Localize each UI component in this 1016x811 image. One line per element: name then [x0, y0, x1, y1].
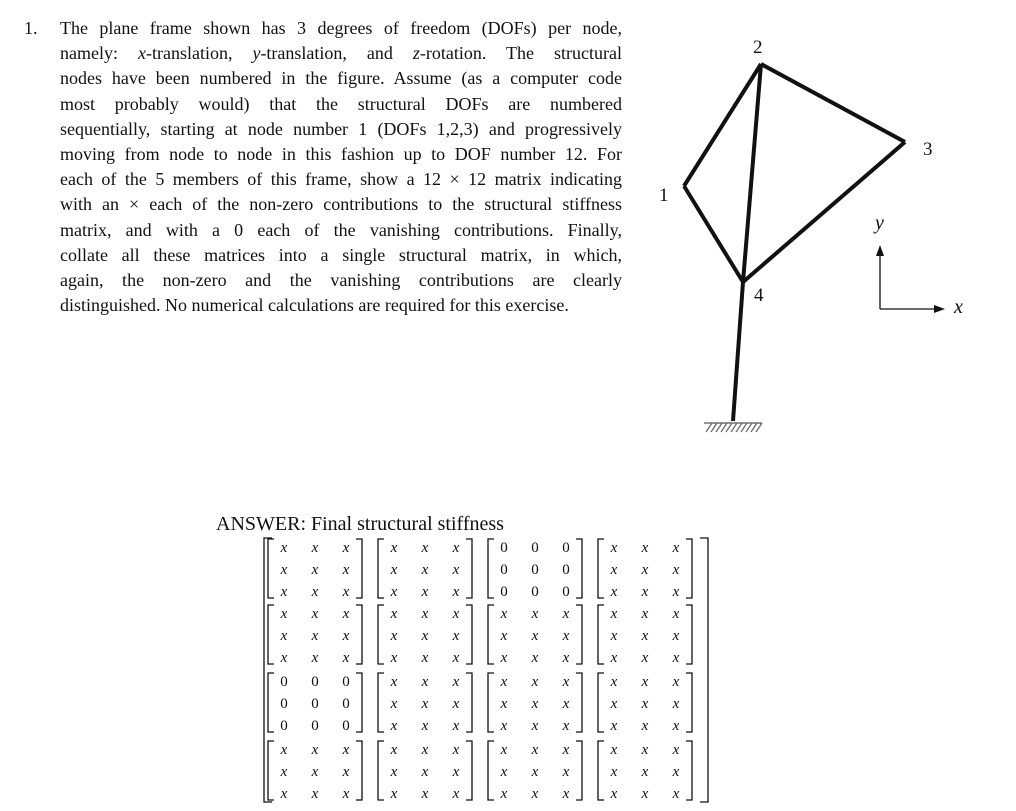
matrix-entry: x — [390, 650, 398, 666]
problem-line: most probably would) that the structural DOFs are numbered — [60, 93, 622, 114]
member-2-4 — [743, 64, 761, 282]
matrix-entry: x — [531, 650, 539, 666]
block-right-bracket — [356, 539, 362, 598]
node-label-3: 3 — [923, 139, 933, 160]
matrix-entry: x — [500, 742, 508, 758]
matrix-entry: x — [452, 718, 460, 734]
block-left-bracket — [378, 673, 384, 732]
block-left-bracket — [378, 605, 384, 664]
block-left-bracket — [378, 741, 384, 800]
outer-right-bracket — [700, 538, 708, 802]
block-left-bracket — [268, 673, 274, 732]
block-left-bracket — [268, 605, 274, 664]
block-right-bracket — [576, 741, 582, 800]
matrix-entry: x — [500, 786, 508, 802]
block-left-bracket — [488, 605, 494, 664]
matrix-entry: x — [562, 742, 570, 758]
matrix-entry: 0 — [500, 540, 508, 556]
block-right-bracket — [466, 673, 472, 732]
matrix-entry: x — [342, 764, 350, 780]
matrix-entry: x — [452, 628, 460, 644]
block-left-bracket — [598, 539, 604, 598]
x-axis-label: x — [954, 296, 963, 318]
matrix-entry: x — [641, 650, 649, 666]
problem-line: moving from node to node in this fashion up to DOF number 12. For — [60, 144, 622, 165]
problem-line: collate all these matrices into a single structural matrix, in which, — [60, 244, 622, 265]
matrix-entry: x — [280, 742, 288, 758]
member-1-2 — [684, 64, 761, 186]
block-right-bracket — [576, 539, 582, 598]
matrix-entry: 0 — [280, 674, 288, 690]
matrix-entry: x — [390, 562, 398, 578]
matrix-entry: 0 — [280, 718, 288, 734]
stiffness-matrix-diagram — [262, 536, 712, 804]
matrix-entry: x — [421, 650, 429, 666]
block-left-bracket — [268, 741, 274, 800]
matrix-entry: x — [672, 540, 680, 556]
frame-figure — [640, 20, 1016, 450]
matrix-entry: x — [452, 764, 460, 780]
matrix-entry: x — [641, 606, 649, 622]
matrix-entry: x — [280, 540, 288, 556]
matrix-entry: 0 — [562, 584, 570, 600]
matrix-entry: x — [672, 606, 680, 622]
matrix-entry: x — [280, 584, 288, 600]
matrix-entry: x — [531, 674, 539, 690]
matrix-entry: x — [390, 718, 398, 734]
node-label-2: 2 — [753, 37, 763, 58]
block-left-bracket — [598, 741, 604, 800]
matrix-entry: x — [280, 606, 288, 622]
block-right-bracket — [356, 673, 362, 732]
block-left-bracket — [488, 741, 494, 800]
matrix-entry: x — [280, 650, 288, 666]
matrix-entry: x — [421, 584, 429, 600]
matrix-entry: x — [610, 718, 618, 734]
matrix-entry: x — [452, 606, 460, 622]
matrix-entry: x — [311, 742, 319, 758]
matrix-entry: x — [641, 742, 649, 758]
matrix-entry: x — [311, 584, 319, 600]
problem-line: distinguished. No numerical calculations are required for this exercise. — [60, 295, 569, 316]
matrix-entry: x — [390, 786, 398, 802]
matrix-entry: x — [452, 674, 460, 690]
matrix-entry: x — [500, 696, 508, 712]
matrix-entry: 0 — [500, 562, 508, 578]
block-left-bracket — [598, 605, 604, 664]
stiffness-matrix — [262, 536, 712, 804]
matrix-entry: x — [421, 606, 429, 622]
matrix-entry: x — [311, 764, 319, 780]
matrix-entry: x — [641, 718, 649, 734]
matrix-entry: x — [311, 786, 319, 802]
problem-number: 1. — [24, 18, 38, 38]
matrix-entry: x — [531, 696, 539, 712]
problem-line: matrix, and with a 0 each of the vanishing contributions. Finally, — [60, 219, 622, 240]
matrix-entry: 0 — [342, 674, 350, 690]
matrix-entry: x — [562, 696, 570, 712]
matrix-entry: x — [421, 764, 429, 780]
block-left-bracket — [488, 539, 494, 598]
matrix-entry: x — [421, 786, 429, 802]
matrix-entry: x — [531, 786, 539, 802]
matrix-entry: x — [421, 696, 429, 712]
matrix-entry: x — [610, 584, 618, 600]
matrix-entry: x — [390, 628, 398, 644]
matrix-entry: x — [610, 628, 618, 644]
matrix-entry: x — [390, 742, 398, 758]
matrix-entry: x — [390, 764, 398, 780]
matrix-entry: x — [421, 628, 429, 644]
matrix-entry: x — [672, 562, 680, 578]
block-right-bracket — [466, 741, 472, 800]
matrix-entry: x — [562, 606, 570, 622]
matrix-entry: x — [342, 540, 350, 556]
matrix-entry: 0 — [342, 718, 350, 734]
matrix-entry: x — [452, 540, 460, 556]
matrix-entry: x — [562, 764, 570, 780]
matrix-entry: x — [610, 562, 618, 578]
matrix-entry: x — [390, 696, 398, 712]
problem-statement — [60, 16, 622, 318]
matrix-entry: 0 — [531, 540, 539, 556]
matrix-entry: x — [641, 628, 649, 644]
matrix-entry: 0 — [342, 696, 350, 712]
matrix-entry: 0 — [562, 540, 570, 556]
y-axis-label: y — [875, 212, 884, 234]
matrix-entry: x — [672, 650, 680, 666]
matrix-entry: x — [500, 628, 508, 644]
matrix-entry: x — [531, 764, 539, 780]
matrix-entry: x — [672, 742, 680, 758]
matrix-entry: x — [562, 650, 570, 666]
matrix-entry: x — [342, 562, 350, 578]
matrix-entry: x — [641, 764, 649, 780]
matrix-entry: x — [641, 584, 649, 600]
frame-diagram — [640, 20, 1016, 450]
matrix-entry: x — [641, 696, 649, 712]
problem-line: namely: x-translation, y-translation, and z-rotation. The structural — [60, 43, 622, 64]
matrix-entry: x — [421, 718, 429, 734]
matrix-entry: x — [311, 628, 319, 644]
matrix-entry: x — [452, 650, 460, 666]
matrix-entry: x — [641, 540, 649, 556]
block-left-bracket — [268, 539, 274, 598]
matrix-entry: x — [531, 628, 539, 644]
matrix-entry: x — [390, 606, 398, 622]
block-right-bracket — [576, 605, 582, 664]
matrix-entry: x — [610, 786, 618, 802]
matrix-entry: 0 — [500, 584, 508, 600]
fixed-support — [704, 423, 762, 432]
matrix-entry: x — [562, 628, 570, 644]
math-variable: x — [137, 43, 146, 64]
block-right-bracket — [686, 673, 692, 732]
matrix-entry: x — [672, 718, 680, 734]
matrix-entry: x — [500, 718, 508, 734]
matrix-entry: x — [421, 674, 429, 690]
matrix-entry: x — [672, 764, 680, 780]
block-left-bracket — [598, 673, 604, 732]
matrix-entry: x — [342, 584, 350, 600]
problem-line: The plane frame shown has 3 degrees of freedom (DOFs) per node, — [60, 18, 622, 38]
matrix-entry: x — [421, 540, 429, 556]
block-right-bracket — [686, 741, 692, 800]
matrix-entry: x — [342, 742, 350, 758]
math-variable: z — [412, 43, 420, 64]
matrix-entry: 0 — [280, 696, 288, 712]
matrix-entry: x — [452, 696, 460, 712]
matrix-entry: 0 — [531, 584, 539, 600]
matrix-entry: x — [421, 742, 429, 758]
member-4-support — [733, 282, 743, 421]
matrix-entry: x — [672, 628, 680, 644]
problem-line: again, the non-zero and the vanishing contributions are clearly — [60, 270, 622, 291]
matrix-entry: x — [390, 540, 398, 556]
matrix-entry: x — [280, 786, 288, 802]
matrix-entry: x — [452, 584, 460, 600]
matrix-entry: x — [280, 764, 288, 780]
block-left-bracket — [488, 673, 494, 732]
matrix-entry: x — [531, 742, 539, 758]
matrix-entry: x — [342, 628, 350, 644]
matrix-entry: x — [311, 650, 319, 666]
node-label-1: 1 — [659, 185, 669, 206]
matrix-entry: x — [610, 674, 618, 690]
matrix-entry: 0 — [311, 696, 319, 712]
problem-line: sequentially, starting at node number 1 (DOFs 1,2,3) and progressively — [60, 118, 622, 139]
matrix-entry: x — [500, 764, 508, 780]
block-right-bracket — [466, 539, 472, 598]
block-right-bracket — [466, 605, 472, 664]
matrix-entry: x — [342, 786, 350, 802]
member-2-3 — [761, 64, 905, 142]
block-right-bracket — [686, 539, 692, 598]
matrix-entry: 0 — [311, 674, 319, 690]
problem-line: with an × each of the non-zero contributions to the structural stiffness — [60, 194, 622, 215]
matrix-entry: x — [562, 786, 570, 802]
matrix-entry: x — [531, 606, 539, 622]
block-right-bracket — [576, 673, 582, 732]
matrix-entry: 0 — [562, 562, 570, 578]
matrix-entry: x — [562, 718, 570, 734]
matrix-entry: 0 — [531, 562, 539, 578]
axes-icon — [876, 245, 945, 313]
matrix-entry: x — [390, 674, 398, 690]
matrix-entry: x — [311, 540, 319, 556]
matrix-entry: x — [531, 718, 539, 734]
answer-title: ANSWER: Final structural stiffness — [216, 513, 504, 535]
math-variable: y — [252, 43, 261, 64]
node-label-4: 4 — [754, 285, 764, 306]
matrix-entry: x — [610, 650, 618, 666]
block-right-bracket — [356, 741, 362, 800]
matrix-entry: x — [672, 696, 680, 712]
matrix-entry: x — [610, 764, 618, 780]
matrix-entry: x — [452, 562, 460, 578]
matrix-entry: x — [610, 696, 618, 712]
matrix-entry: x — [672, 674, 680, 690]
matrix-entry: x — [562, 674, 570, 690]
member-1-4 — [684, 186, 743, 282]
matrix-entry: x — [452, 786, 460, 802]
problem-line: nodes have been numbered in the figure. Assume (as a computer code — [60, 68, 622, 89]
matrix-entry: x — [280, 628, 288, 644]
matrix-entry: x — [421, 562, 429, 578]
matrix-entry: x — [672, 584, 680, 600]
matrix-entry: x — [500, 606, 508, 622]
matrix-entry: x — [610, 742, 618, 758]
problem-line: each of the 5 members of this frame, show a 12 × 12 matrix indicating — [60, 169, 622, 190]
matrix-entry: x — [672, 786, 680, 802]
matrix-entry: x — [390, 584, 398, 600]
matrix-entry: x — [342, 650, 350, 666]
matrix-entry: x — [311, 562, 319, 578]
matrix-entry: x — [452, 742, 460, 758]
matrix-entry: 0 — [311, 718, 319, 734]
block-right-bracket — [356, 605, 362, 664]
matrix-entry: x — [500, 650, 508, 666]
matrix-entry: x — [500, 674, 508, 690]
matrix-entry: x — [610, 606, 618, 622]
matrix-entry: x — [641, 674, 649, 690]
matrix-entry: x — [641, 562, 649, 578]
matrix-entry: x — [342, 606, 350, 622]
block-right-bracket — [686, 605, 692, 664]
matrix-entry: x — [280, 562, 288, 578]
matrix-entry: x — [311, 606, 319, 622]
matrix-entry: x — [610, 540, 618, 556]
block-left-bracket — [378, 539, 384, 598]
matrix-entry: x — [641, 786, 649, 802]
